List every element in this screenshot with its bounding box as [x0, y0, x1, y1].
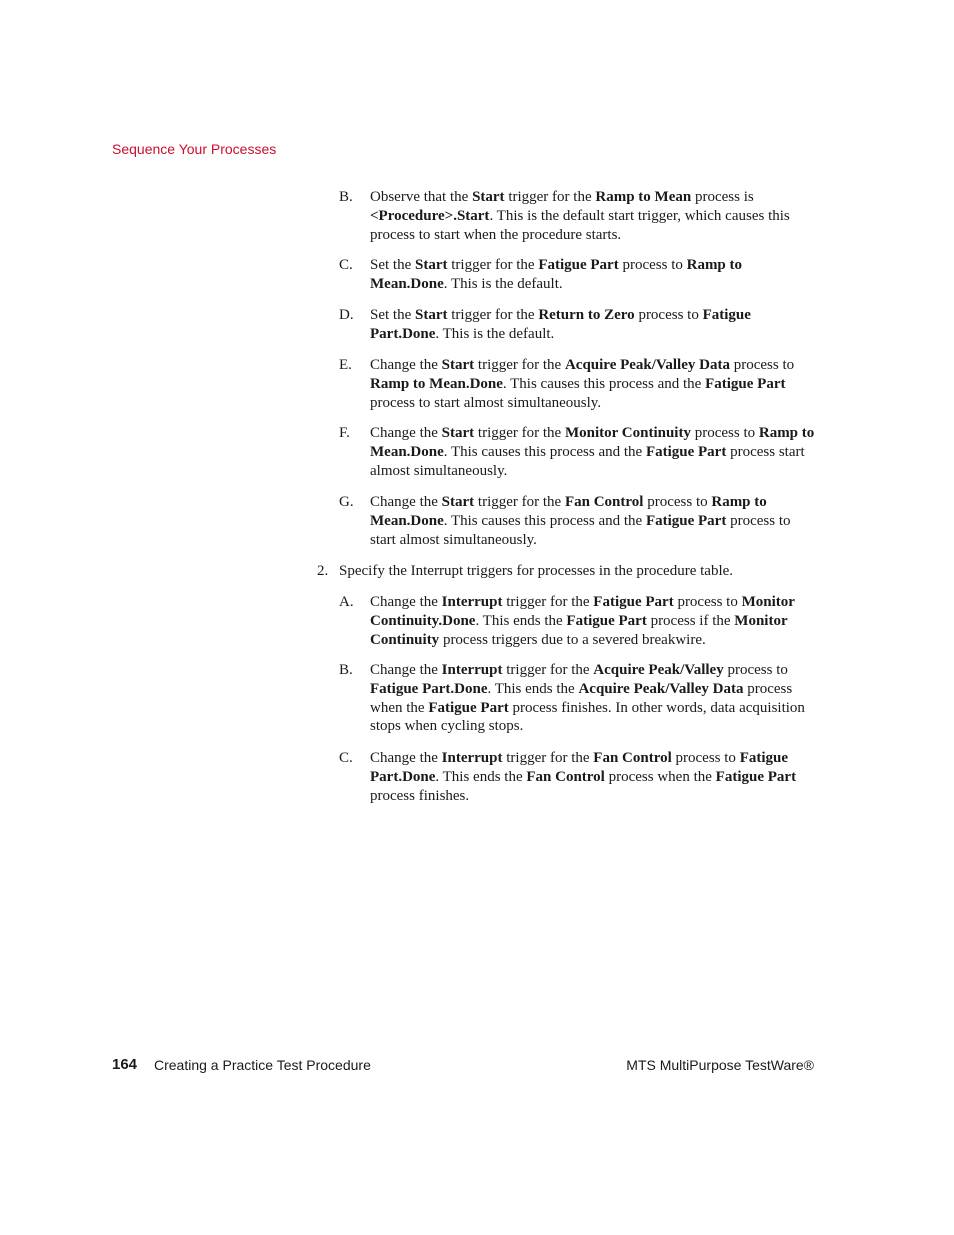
list-item [339, 356, 815, 412]
bold-term: Fatigue Part [715, 768, 797, 785]
item-text: process is [691, 189, 754, 205]
item-text: . This is the default. [443, 275, 563, 292]
bold-term: Fatigue Part.Done [370, 307, 751, 342]
bold-term: Fatigue Part [705, 375, 786, 392]
bold-term: Ramp to Mean [595, 189, 692, 205]
item-text: . This causes this process and the [502, 375, 706, 392]
item-letter: F. [339, 425, 350, 441]
item-text: trigger for the [502, 662, 594, 678]
bold-term: Start [415, 257, 448, 273]
item-text: process triggers due to a severed breakwire. [439, 631, 706, 648]
list-item [339, 188, 815, 244]
bold-term: Interrupt [441, 662, 503, 678]
bold-term: Start [441, 357, 475, 373]
item-text: Set the [370, 307, 415, 323]
bold-term: Fatigue Part [645, 512, 727, 529]
bold-term: Fatigue Part [538, 257, 619, 273]
item-text: . This ends the [435, 768, 527, 785]
item-text: trigger for the [474, 357, 565, 373]
bold-term: Interrupt [441, 594, 503, 610]
item-letter: C. [339, 750, 353, 766]
bold-term: Ramp to Mean.Done [370, 257, 743, 292]
step-number: 2. [317, 563, 329, 579]
step-text: Specify the Interrupt triggers for processes in the procedure table. [339, 563, 734, 579]
item-text: Observe that the [370, 189, 473, 205]
item-text: process to [634, 307, 703, 323]
bold-term: Ramp to Mean.Done [370, 425, 815, 460]
item-text: process finishes. [370, 787, 470, 804]
item-text: process if the [646, 612, 735, 629]
bold-term: Monitor Continuity.Done [370, 594, 795, 629]
item-text: . This ends the [487, 680, 579, 697]
item-text: Change the [370, 425, 442, 441]
chapter-title: Creating a Practice Test Procedure [154, 1057, 371, 1073]
item-text: Change the [370, 357, 442, 373]
item-letter: E. [339, 357, 352, 373]
item-text: . This ends the [475, 612, 567, 629]
item-letter: G. [339, 494, 354, 510]
bold-term: Fan Control [593, 750, 672, 766]
item-text: process to start almost simultaneously. [370, 512, 791, 548]
bold-term: Start [441, 425, 475, 441]
bold-term: Fan Control [526, 768, 605, 785]
item-letter: B. [339, 662, 353, 678]
item-text: process to [673, 594, 742, 610]
list-item [339, 424, 815, 480]
item-text: trigger for the [447, 307, 539, 323]
item-text: . This causes this process and the [443, 443, 646, 460]
bold-term: Return to Zero [538, 307, 635, 323]
bold-term: Monitor Continuity [370, 612, 788, 648]
bold-term: Monitor Continuity [564, 425, 691, 441]
item-text: process when the [604, 768, 716, 785]
item-text: Change the [370, 594, 442, 610]
item-text: Change the [370, 494, 442, 510]
list-item [339, 493, 815, 549]
bold-term: Interrupt [441, 750, 503, 766]
bold-term: <Procedure>.Start [370, 207, 490, 224]
bold-term: Start [472, 189, 505, 205]
item-text: . This causes this process and the [443, 512, 646, 529]
bold-term: Start [441, 494, 475, 510]
item-text: . This is the default start trigger, which causes this process to start when the procedure starts. [370, 207, 790, 243]
list-item [339, 306, 815, 344]
item-text: process when the [370, 680, 793, 716]
bold-term: Acquire Peak/Valley Data [564, 357, 730, 373]
item-text: process to start almost simultaneously. [370, 394, 602, 411]
item-text: process to [729, 357, 795, 373]
section-header: Sequence Your Processes [112, 141, 277, 157]
bold-term: Fatigue Part [566, 612, 647, 629]
bold-term: Fatigue Part.Done [370, 750, 789, 785]
step-2 [317, 562, 815, 581]
list-item [339, 661, 815, 736]
product-name: MTS MultiPurpose TestWare® [626, 1057, 814, 1073]
bold-term: Start [415, 307, 448, 323]
item-letter: C. [339, 257, 353, 273]
item-letter: B. [339, 189, 353, 205]
bold-term: Acquire Peak/Valley Data [578, 680, 744, 697]
item-text: process to [643, 494, 712, 510]
list-item [339, 256, 815, 294]
item-text: trigger for the [474, 494, 565, 510]
item-text: trigger for the [474, 425, 565, 441]
page-number: 164 [112, 1056, 138, 1073]
item-text: . This is the default. [435, 325, 555, 342]
bold-term: Fatigue Part [428, 699, 509, 716]
item-text: process start almost simultaneously. [370, 443, 805, 479]
bold-term: Acquire Peak/Valley [593, 662, 724, 678]
list-item [339, 593, 815, 649]
list-item [339, 749, 815, 805]
item-text: Change the [370, 750, 442, 766]
item-text: process to [618, 257, 687, 273]
item-text: process to [690, 425, 759, 441]
bold-term: Fan Control [564, 494, 644, 510]
bold-term: Ramp to Mean.Done [370, 494, 767, 529]
item-letter: D. [339, 307, 354, 323]
bold-term: Fatigue Part.Done [370, 680, 488, 697]
bold-term: Ramp to Mean.Done [370, 375, 503, 392]
bold-term: Fatigue Part [645, 443, 727, 460]
item-text: process finishes. In other words, data acquisition stops when cycling stops. [370, 699, 805, 735]
item-text: process to [671, 750, 740, 766]
item-text: trigger for the [502, 594, 594, 610]
item-text: process to [723, 662, 788, 678]
item-letter: A. [339, 594, 354, 610]
item-text: trigger for the [504, 189, 596, 205]
bold-term: Fatigue Part [593, 594, 674, 610]
item-text: Set the [370, 257, 415, 273]
item-text: Change the [370, 662, 442, 678]
item-text: trigger for the [447, 257, 539, 273]
item-text: trigger for the [502, 750, 594, 766]
